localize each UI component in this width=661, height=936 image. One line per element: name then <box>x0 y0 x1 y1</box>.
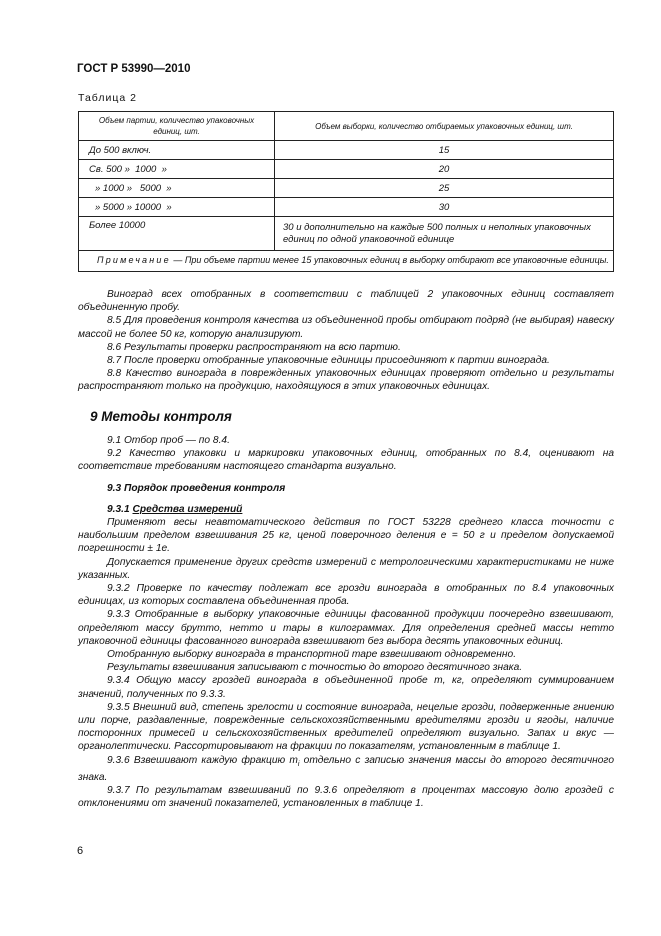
note-label: Примечание <box>97 255 171 265</box>
table-header-row <box>79 112 614 141</box>
lot-size-cell: До 500 включ. <box>79 141 275 160</box>
col1-header: Объем партии, количество упаковочных единиц, шт. <box>79 112 275 141</box>
table-caption: Таблица 2 <box>78 92 137 104</box>
subscript: i <box>297 760 300 768</box>
paragraph-9-3-3-a: 9.3.3 Отобранные в выборку упаковочные единицы фасованной продукции поочередно взвешивают, определяют массу брутто, нетто и тары в килограммах. Для определения средней массы нетто упаковочной единицы фасованного винограда взвешивают без выбора десять упаковочных единиц. <box>78 609 614 647</box>
table-row <box>79 160 614 179</box>
text-fragment: отдельно с записью значения массы до второго десятичного знака. <box>78 754 614 783</box>
sample-size-cell: 20 <box>275 160 614 179</box>
lot-size-cell: Более 10000 <box>79 217 275 251</box>
subsection-number: 9.3.1 <box>107 503 133 515</box>
paragraph-9-3-2: 9.3.2 Проверке по качеству подлежат все грозди винограда в отобранных по 8.4 упаковочных единицах, из которых составлена объединенная проба. <box>78 583 614 608</box>
paragraph-9-3-7: 9.3.7 По результатам взвешиваний по 9.3.6 определяют в процентах массовую долю гроздей с отклонениями от значений показателей, установленных в таблице 1. <box>78 785 614 810</box>
sample-size-cell: 30 <box>275 198 614 217</box>
sample-size-cell: 30 и дополнительно на каждые 500 полных и неполных упаковочных единиц по одной упаковочной единице <box>275 217 614 251</box>
table-row <box>79 198 614 217</box>
table-2 <box>78 111 614 272</box>
section-9-heading: 9 Методы контроля <box>90 409 232 424</box>
paragraph-8-5: 8.5 Для проведения контроля качества из объединенной пробы отбирают подряд (не выбирая) навеску массой не более 50 кг, которую анализируют. <box>78 315 614 340</box>
paragraph-9-3-1-a: Применяют весы неавтоматического действия по ГОСТ 53228 среднего класса точности с наибольшим пределом взвешивания 25 кг, ценой поверочного деления е = 50 г и пределом допускаемой погрешности ± 1е. <box>78 517 614 555</box>
col2-header: Объем выборки, количество отбираемых упаковочных единиц, шт. <box>275 112 614 141</box>
paragraph: Виноград всех отобранных в соответствии с таблицей 2 упаковочных единиц составляет объединенную пробу. <box>78 289 614 314</box>
paragraph-9-3-5: 9.3.5 Внешний вид, степень зрелости и состояние винограда, нецелые грозди, подверженные гниению или порче, раздавленные, поврежденные сельскохозяйственными вредителями грозди и ягоды, наличие посторонних примесей и сельскохозяйственных вредителей определяют визуально. Запах и вкус — органолептически. Рассортировывают на фракции по показателям, установленным в таблице 1. <box>78 701 614 753</box>
table-row <box>79 179 614 198</box>
note-text: — При объеме партии менее 15 упаковочных единиц в выборку отбирают все упаковочные единицы. <box>170 255 609 265</box>
paragraph-9-1: 9.1 Отбор проб — по 8.4. <box>107 435 230 446</box>
subsection-9-3-1-heading <box>78 503 614 516</box>
table-row <box>79 141 614 160</box>
paragraph-9-3-3-c: Результаты взвешивания записывают с точностью до второго десятичного знака. <box>107 662 523 674</box>
subsection-title: Средства измерений <box>132 503 243 515</box>
paragraph-9-2: 9.2 Качество упаковки и маркировки упаковочных единиц, отобранных по 8.4, оценивают на соответствие требованиям настоящего стандарта визуально. <box>78 448 614 473</box>
table-note <box>79 251 614 272</box>
document-id: ГОСТ Р 53990—2010 <box>77 63 191 75</box>
paragraph-8-6: 8.6 Результаты проверки распространяют на всю партию. <box>107 341 401 353</box>
paragraph-9-3-3-b: Отобранную выборку винограда в транспортной таре взвешивают одновременно. <box>107 649 517 661</box>
lot-size-cell: Св. 500 » 1000 » <box>79 160 275 179</box>
paragraph-9-3-6 <box>78 754 614 784</box>
sample-size-cell: 15 <box>275 141 614 160</box>
section-8-text <box>78 288 614 394</box>
subsection-9-3-heading: 9.3 Порядок проведения контроля <box>107 482 286 494</box>
paragraph-8-8: 8.8 Качество винограда в поврежденных упаковочных единицах проверяют отдельно и результаты распространяют только на продукцию, находящуюся в этих упаковочных единицах. <box>78 368 614 393</box>
sample-size-cell: 25 <box>275 179 614 198</box>
paragraph-9-3-4: 9.3.4 Общую массу гроздей винограда в объединенной пробе m, кг, определяют суммированием значений, полученных по 9.3.3. <box>78 675 614 700</box>
paragraph-8-7: 8.7 После проверки отобранные упаковочные единицы присоединяют к партии винограда. <box>107 355 550 367</box>
paragraph-9-3-1-b: Допускается применение других средств измерений с метрологическими характеристиками не ниже указанных. <box>78 556 614 581</box>
page-number: 6 <box>77 845 84 857</box>
table-note-row <box>79 251 614 272</box>
lot-size-cell: » 1000 » 5000 » <box>79 179 275 198</box>
section-9-text <box>78 434 614 811</box>
table-row <box>79 217 614 251</box>
lot-size-cell: » 5000 » 10000 » <box>79 198 275 217</box>
text-fragment: 9.3.6 Взвешивают каждую фракцию m <box>107 754 298 766</box>
